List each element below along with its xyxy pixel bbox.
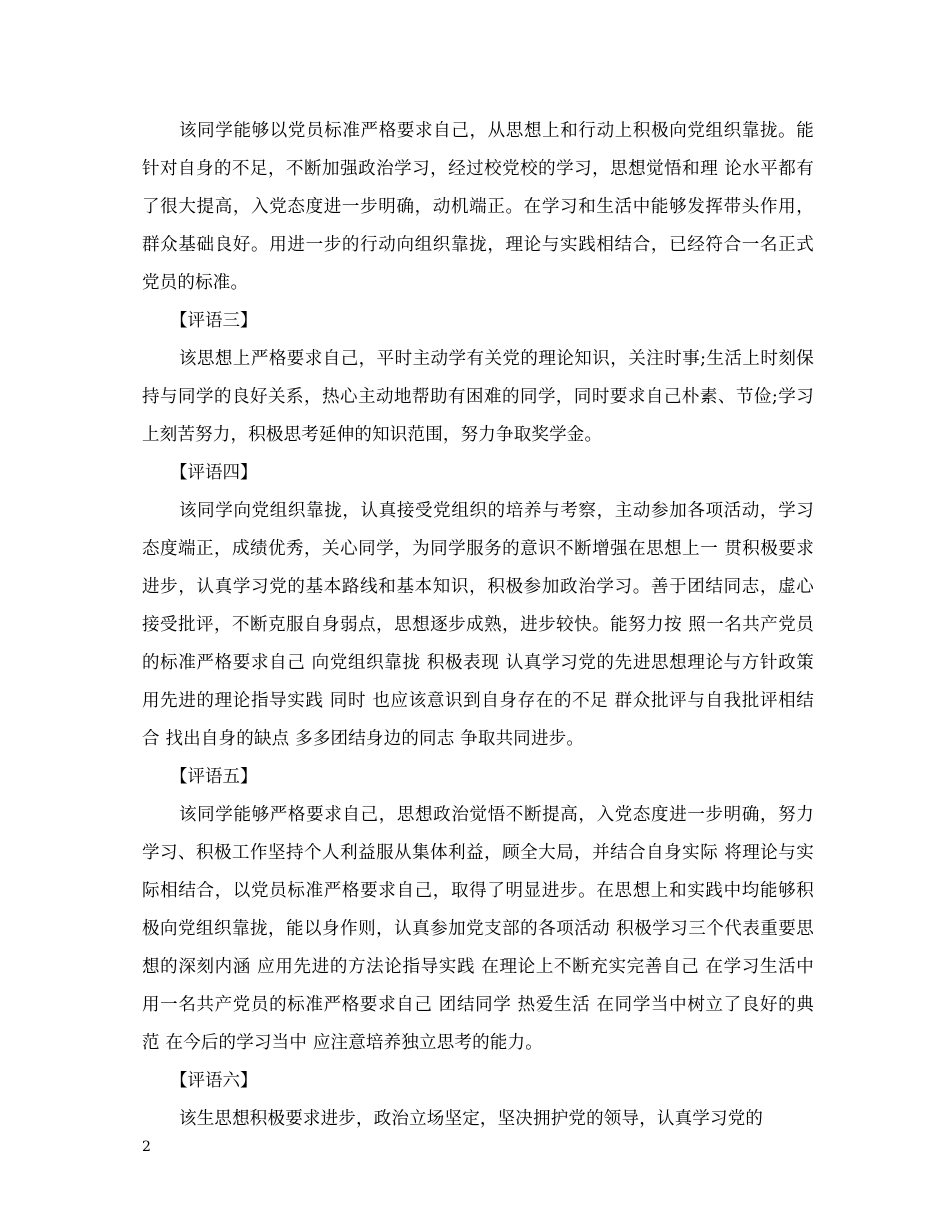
paragraph-1: 该同学能够以党员标准严格要求自己，从思想上和行动上积极向党组织靠拢。能针对自身的不足，不断加强政治学习，经过校党校的学习，思想觉悟和理 论水平都有了很大提高，入党态度进一步明确，动机端正。在学习和生活中能够发挥带头作用，群众基础良好。用进一步的行动向组织靠拢，理论与实践相结合，已经符合一名正式党员的标准。: [142, 121, 814, 293]
section-heading-3: 【评语三】: [170, 311, 258, 331]
paragraph-5: 该生思想积极要求进步，政治立场坚定，坚决拥护党的领导，认真学习党的: [179, 1109, 764, 1129]
paragraph-3: 该同学向党组织靠拢，认真接受党组织的培养与考察，主动参加各项活动，学习态度端正，成绩优秀，关心同学，为同学服务的意识不断增强在思想上一 贯积极要求进步，认真学习党的基本路线和基本知识，积极参加政治学习。善于团结同志，虚心接受批评，不断克服自身弱点，思想逐步成熟，进步较快。能努力按 照一名共产党员的标准严格要求自己 向党组织靠拢 积极表现 认真学习党的先进思想理论与方针政策 用先进的理论指导实践 同时 也应该意识到自身存在的不足 群众批评与自我批评相结合 找出自身的缺点 多多团结身边的同志 争取共同进步。: [142, 501, 814, 749]
section-heading-5: 【评语五】: [170, 767, 258, 787]
section-heading-6: 【评语六】: [170, 1071, 258, 1091]
paragraph-4: 该同学能够严格要求自己，思想政治觉悟不断提高，入党态度进一步明确，努力学习、积极工作坚持个人利益服从集体利益，顾全大局，并结合自身实际 将理论与实际相结合，以党员标准严格要求自己，取得了明显进步。在思想上和实践中均能够积极向党组织靠拢，能以身作则，认真参加党支部的各项活动 积极学习三个代表重要思想的深刻内涵 应用先进的方法论指导实践 在理论上不断充实完善自己 在学习生活中 用一名共产党员的标准严格要求自己 团结同学 热爱生活 在同学当中树立了良好的典范 在今后的学习当中 应注意培养独立思考的能力。: [142, 805, 814, 1053]
paragraph-2: 该思想上严格要求自己，平时主动学有关党的理论知识，关注时事;生活上时刻保持与同学的良好关系，热心主动地帮助有困难的同学，同时要求自己朴素、节俭;学习上刻苦努力，积极思考延伸的知识范围，努力争取奖学金。: [142, 349, 814, 445]
page-number: 2: [142, 1139, 151, 1155]
document-body: [142, 112, 814, 1138]
section-heading-4: 【评语四】: [170, 463, 258, 483]
